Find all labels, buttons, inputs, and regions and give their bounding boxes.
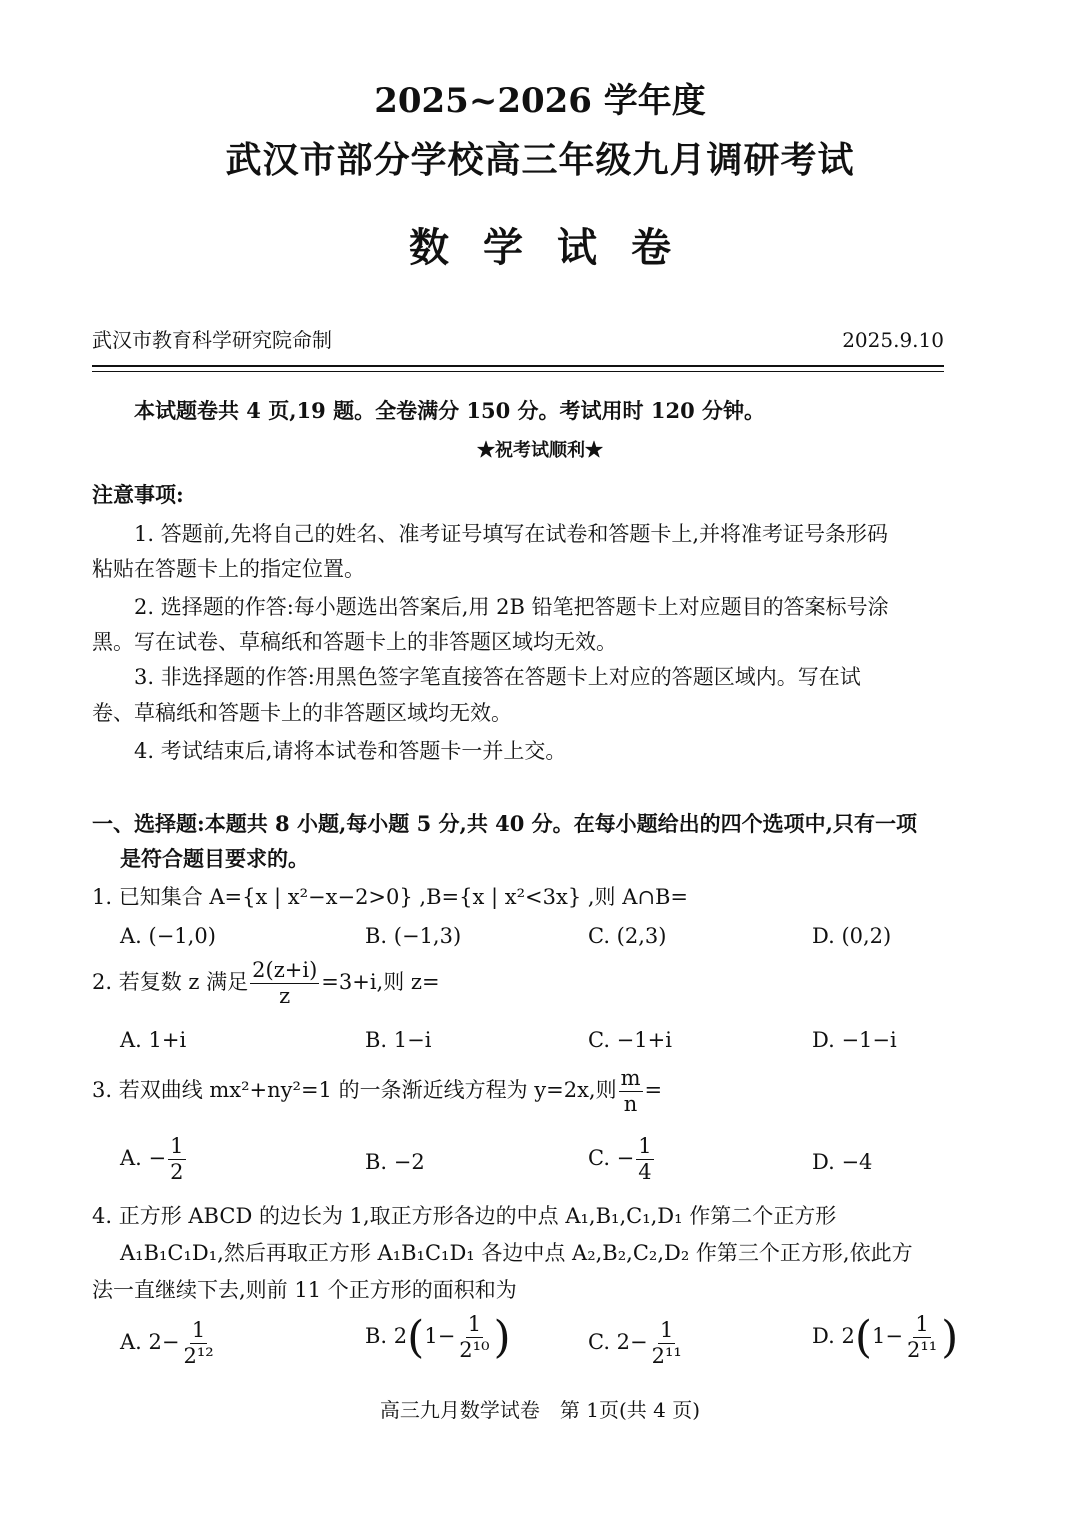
fraction (619, 1066, 643, 1117)
denominator: z (279, 984, 291, 1009)
question-4-line: 4. 正方形 ABCD 的边长为 1,取正方形各边的中点 A₁,B₁,C₁,D₁ 作第二个正方形 (92, 1204, 837, 1228)
option-label: A. 2− (120, 1330, 180, 1355)
notice-line: 4. 考试结束后,请将本试卷和答题卡一并上交。 (134, 739, 567, 763)
q4-option-d: D. 2(1− $\frac{1}{\text{2¹¹}}$ ) (812, 1312, 959, 1364)
q1-option-a: A. (−1,0) (120, 924, 216, 948)
q2-option-b: B. 1−i (365, 1028, 432, 1052)
stem-text: =3+i,则 z= (321, 970, 440, 995)
exam-info: 本试题卷共 4 页,19 题。全卷满分 150 分。考试用时 120 分钟。 (134, 398, 765, 423)
q3-option-a (120, 1134, 188, 1185)
fraction (181, 1318, 215, 1369)
fraction (636, 1134, 653, 1185)
numerator: 2(z+i) (250, 958, 319, 984)
numerator: 1 (636, 1134, 653, 1160)
denominator: 2 (170, 1160, 184, 1185)
notice-line: 1. 答题前,先将自己的姓名、准考证号填写在试卷和答题卡上,并将准考证号条形码 (134, 522, 889, 546)
section-heading: 是符合题目要求的。 (120, 846, 309, 871)
notice-line: 黑。写在试卷、草稿纸和答题卡上的非答题区域均无效。 (92, 630, 617, 654)
fraction (250, 958, 319, 1009)
numerator: 1 (913, 1312, 930, 1338)
q4-option-b: B. 2(1− $\frac{1}{\text{2¹⁰}}$ ) (365, 1312, 511, 1364)
title-year: 2025~2026 学年度 (374, 81, 706, 121)
fraction (650, 1318, 684, 1369)
q2-option-d: D. −1−i (812, 1028, 897, 1052)
question-4-line: A₁B₁C₁D₁,然后再取正方形 A₁B₁C₁D₁ 各边中点 A₂,B₂,C₂,D₂ 作第三个正方形,依此方 (120, 1241, 913, 1265)
question-4-line: 法一直继续下去,则前 11 个正方形的面积和为 (92, 1278, 517, 1302)
question-1-stem: 1. 已知集合 A={x | x²−x−2>0} ,B={x | x²<3x} ,则 A∩B= (92, 885, 688, 909)
q1-option-b: B. (−1,3) (365, 924, 462, 948)
option-label: D. 2 (812, 1324, 855, 1349)
numerator: m (619, 1066, 643, 1092)
notice-line: 2. 选择题的作答:每小题选出答案后,用 2B 铅笔把答题卡上对应题目的答案标号涂 (134, 595, 889, 619)
divider (92, 371, 944, 372)
numerator: 1 (168, 1134, 185, 1160)
option-label: B. 2 (365, 1324, 408, 1349)
title-exam: 武汉市部分学校高三年级九月调研考试 (225, 139, 855, 181)
issuer: 武汉市教育科学研究院命制 (92, 328, 332, 352)
notice-title: 注意事项: (92, 482, 184, 507)
question-2-stem (92, 958, 440, 1009)
option-label: C. 2− (588, 1330, 648, 1355)
denominator: 2¹¹ (651, 1344, 682, 1369)
numerator: 1 (466, 1312, 483, 1338)
section-heading: 一、选择题:本题共 8 小题,每小题 5 分,共 40 分。在每小题给出的四个选项中,只有一项 (92, 811, 917, 836)
option-label: A. − (120, 1146, 167, 1171)
denominator: 2¹⁰ (459, 1338, 490, 1363)
divider (92, 365, 944, 367)
notice-line: 粘贴在答题卡上的指定位置。 (92, 557, 365, 581)
fraction (905, 1312, 939, 1363)
option-inner: 1− (424, 1324, 456, 1349)
q3-option-c (588, 1134, 656, 1185)
denominator: 2¹¹ (906, 1338, 938, 1363)
q2-option-c: C. −1+i (588, 1028, 672, 1052)
q3-option-d: D. −4 (812, 1150, 873, 1174)
title-subject: 数学试卷 (409, 224, 705, 271)
notice-line: 卷、草稿纸和答题卡上的非答题区域均无效。 (92, 701, 512, 725)
denominator: n (623, 1092, 638, 1117)
option-label: C. − (588, 1146, 635, 1171)
q3-option-b: B. −2 (365, 1150, 425, 1174)
notice-line: 3. 非选择题的作答:用黑色签字笔直接答在答题卡上对应的答题区域内。写在试 (134, 665, 861, 689)
good-luck: ★祝考试顺利★ (477, 440, 603, 461)
denominator: 2¹² (183, 1344, 214, 1369)
numerator: 1 (190, 1318, 207, 1344)
denominator: 4 (638, 1160, 652, 1185)
numerator: 1 (658, 1318, 675, 1344)
date: 2025.9.10 (842, 328, 944, 352)
option-inner: 1− (871, 1324, 903, 1349)
q2-option-a: A. 1+i (120, 1028, 187, 1052)
stem-text: = (644, 1078, 663, 1103)
q4-option-a (120, 1318, 218, 1369)
q4-option-c (588, 1318, 686, 1369)
fraction (457, 1312, 491, 1363)
page-footer: 高三九月数学试卷 第 1页(共 4 页) (379, 1398, 701, 1422)
stem-text: 2. 若复数 z 满足 (92, 970, 249, 995)
fraction (168, 1134, 185, 1185)
q1-option-d: D. (0,2) (812, 924, 892, 948)
question-3-stem (92, 1066, 662, 1117)
q1-option-c: C. (2,3) (588, 924, 667, 948)
stem-text: 3. 若双曲线 mx²+ny²=1 的一条渐近线方程为 y=2x,则 (92, 1078, 617, 1103)
